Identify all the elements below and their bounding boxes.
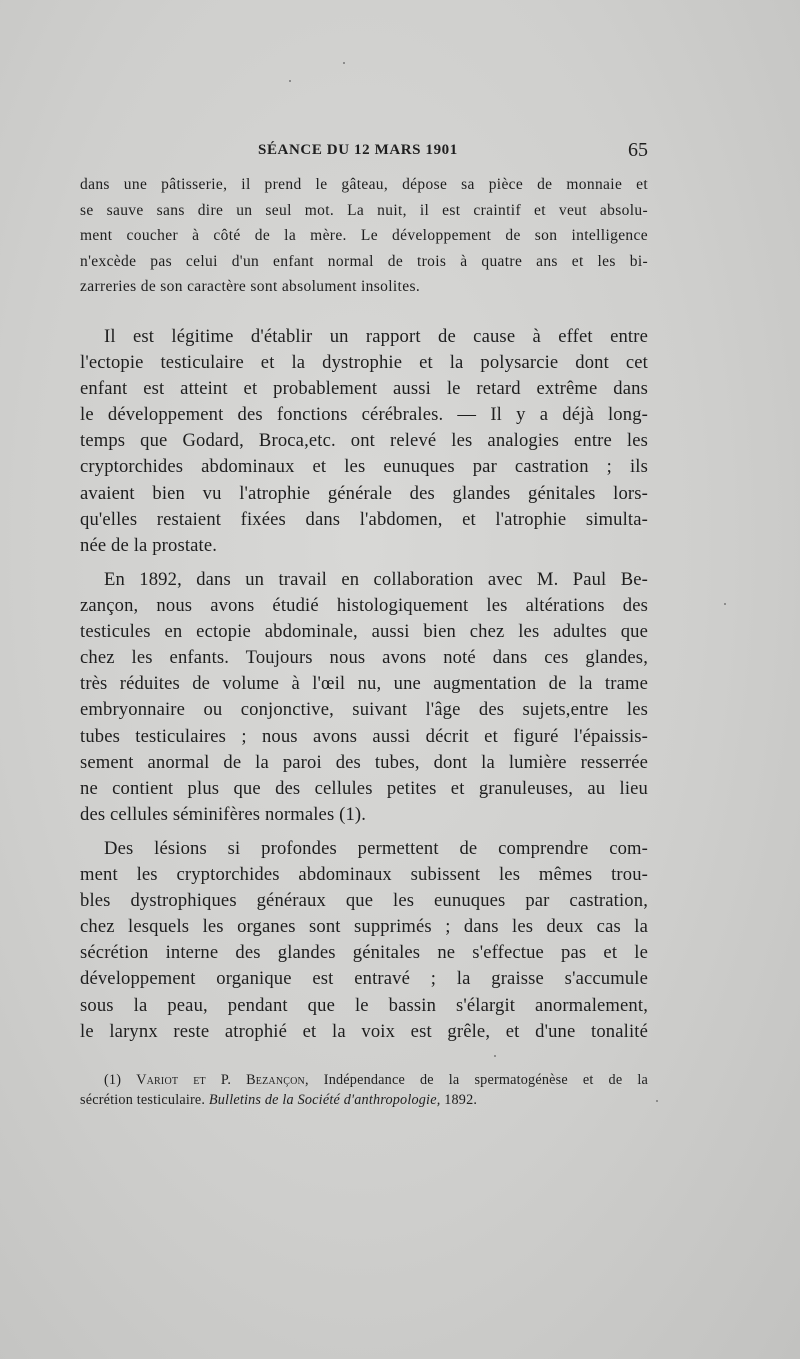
text-line: avaient bien vu l'atrophie générale des glandes génitales lors- bbox=[80, 482, 648, 504]
text-line: ne contient plus que des cellules petites et granuleuses, au lieu bbox=[80, 777, 648, 799]
text-line: enfant est atteint et probablement aussi le retard extrême dans bbox=[80, 378, 648, 400]
text-line: sous la peau, pendant que le bassin s'élargit anormalement, bbox=[80, 994, 648, 1016]
running-title: SÉANCE DU 12 MARS 1901 bbox=[258, 142, 458, 158]
paragraph-3 bbox=[80, 567, 648, 828]
text-line: sécrétion interne des glandes génitales ne s'effectue pas et le bbox=[80, 942, 648, 964]
text-line: En 1892, dans un travail en collaboration avec M. Paul Be- bbox=[104, 569, 648, 590]
text-line: qu'elles restaient fixées dans l'abdomen, et l'atrophie simulta- bbox=[80, 508, 648, 530]
text-line: bles dystrophiques généraux que les eunuques par castration, bbox=[80, 890, 648, 912]
footnote-title: Indépendance de la spermatogénèse et de la bbox=[323, 1072, 649, 1088]
text-line: cryptorchides abdominaux et les eunuques par castration ; ils bbox=[80, 456, 648, 478]
text-line: Des lésions si profondes permettent de comprendre com- bbox=[104, 838, 648, 859]
text-line: chez les enfants. Toujours nous avons noté dans ces glandes, bbox=[80, 647, 648, 669]
text-line: le larynx reste atrophié et la voix est grêle, et d'une tonalité bbox=[80, 1020, 648, 1042]
footnote bbox=[80, 1070, 648, 1110]
paper-speck bbox=[724, 603, 726, 605]
text-line: temps que Godard, Broca,etc. ont relevé les analogies entre les bbox=[80, 430, 648, 452]
footnote-authors: Variot et P. Bezançon, bbox=[136, 1072, 309, 1088]
paragraph-2 bbox=[80, 324, 648, 559]
text-line: sement anormal de la paroi des tubes, dont la lumière resserrée bbox=[80, 751, 648, 773]
footnote-journal: Bulletins de la Société d'anthropologie, bbox=[208, 1092, 441, 1108]
text-line: des cellules séminifères normales (1). bbox=[80, 803, 367, 825]
footnote-line bbox=[80, 1090, 648, 1110]
text-line: Il est légitime d'établir un rapport de cause à effet entre bbox=[104, 326, 648, 347]
paper-speck bbox=[343, 62, 345, 64]
paper-speck bbox=[289, 80, 291, 82]
text-line: se sauve sans dire un seul mot. La nuit, il est craintif et veut absolu- bbox=[80, 201, 648, 219]
paragraph-4 bbox=[80, 836, 648, 1045]
text-line: l'ectopie testiculaire et la dystrophie et la polysarcie dont cet bbox=[80, 352, 648, 374]
text-line: le développement des fonctions cérébrales. — Il y a déjà long- bbox=[80, 404, 648, 426]
footnote-line bbox=[80, 1070, 648, 1090]
text-line: ment coucher à côté de la mère. Le développement de son intelligence bbox=[80, 227, 648, 245]
footnote-title-cont: sécrétion testiculaire. bbox=[80, 1092, 206, 1108]
text-line: zançon, nous avons étudié histologiquement les altérations des bbox=[80, 595, 648, 617]
paragraph-1 bbox=[80, 172, 648, 300]
text-line: testicules en ectopie abdominale, aussi bien chez les adultes que bbox=[80, 621, 648, 643]
text-line: embryonnaire ou conjonctive, suivant l'âge des sujets,entre les bbox=[80, 699, 648, 721]
text-line: ment les cryptorchides abdominaux subissent les mêmes trou- bbox=[80, 864, 648, 886]
text-line: tubes testiculaires ; nous avons aussi décrit et figuré l'épaissis- bbox=[80, 725, 648, 747]
text-line: n'excède pas celui d'un enfant normal de trois à quatre ans et les bi- bbox=[80, 252, 648, 270]
footnote-year: 1892. bbox=[444, 1092, 478, 1108]
text-line: chez lesquels les organes sont supprimés ; dans les deux cas la bbox=[80, 916, 648, 938]
paper-speck bbox=[494, 1055, 496, 1057]
text-line: zarreries de son caractère sont absolument insolites. bbox=[80, 278, 421, 296]
text-line: dans une pâtisserie, il prend le gâteau, dépose sa pièce de monnaie et bbox=[80, 176, 648, 193]
footnote-marker: (1) bbox=[104, 1072, 122, 1088]
page-number: 65 bbox=[628, 139, 648, 161]
paper-speck bbox=[656, 1100, 658, 1102]
text-line: née de la prostate. bbox=[80, 534, 218, 556]
text-line: très réduites de volume à l'œil nu, une augmentation de la trame bbox=[80, 673, 648, 695]
running-head bbox=[80, 139, 648, 163]
text-line: développement organique est entravé ; la graisse s'accumule bbox=[80, 968, 648, 990]
